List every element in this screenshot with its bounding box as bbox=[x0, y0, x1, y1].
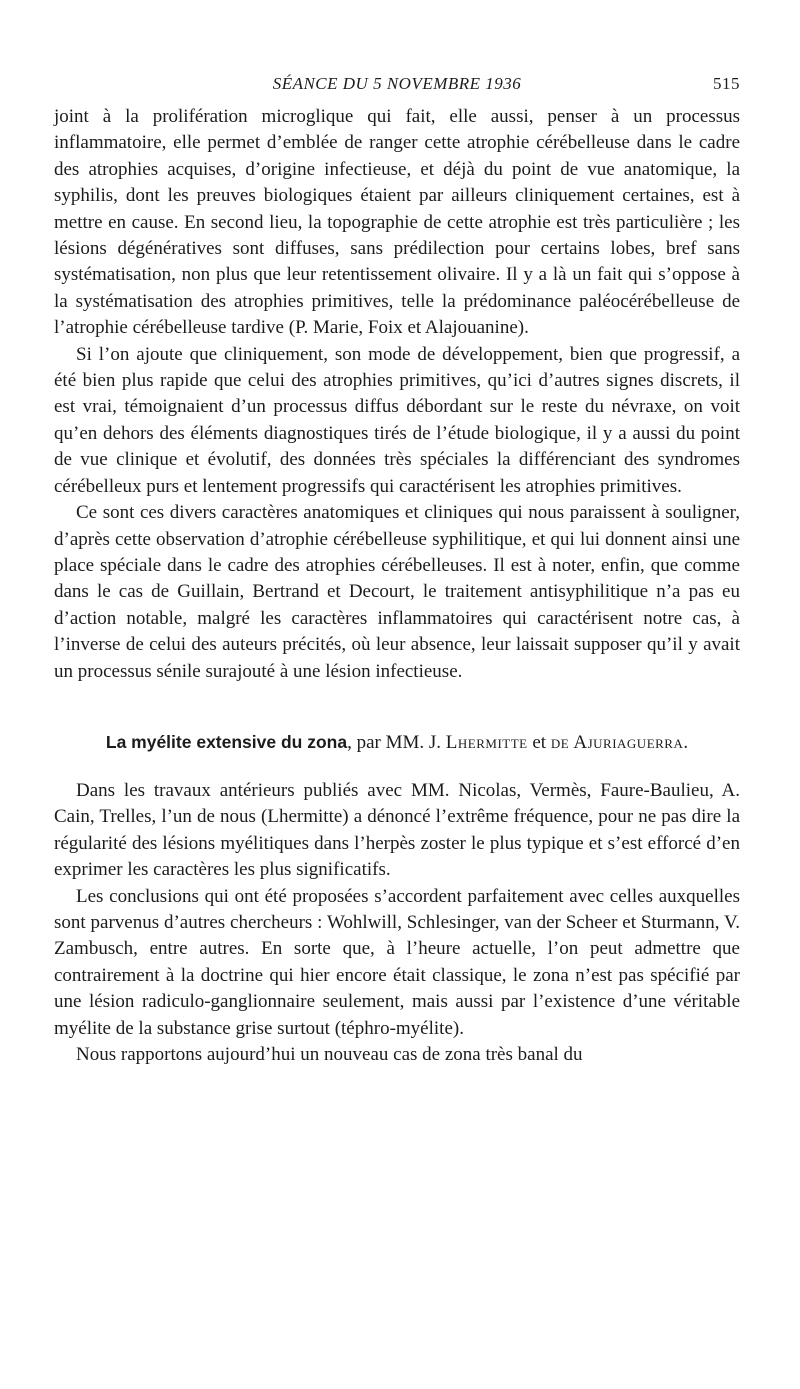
running-title: SÉANCE DU 5 NOVEMBRE 1936 bbox=[272, 74, 522, 93]
section-heading bbox=[54, 729, 740, 756]
section-byline: , par MM. J. bbox=[347, 731, 446, 753]
paragraph-new-case: Nous rapportons aujourd’hui un nouveau cas de zona très banal du bbox=[76, 1044, 583, 1065]
document-page bbox=[54, 68, 740, 1068]
author-lhermitte: Lhermitte bbox=[445, 731, 528, 753]
paragraph-conclusions: Les conclusions qui ont été proposées s’accordent parfaitement avec celles auxquelles sont parvenus d’autres chercheurs : Wohlwill, Schlesinger, van der Scheer et Sturmann, V. Zambusch, entre autres. En sorte que, à l’heure actuelle, l’on peut admettre que contrairement à la doctrine qui hier encore était classique, le zona n’est pas spécifié par une lésion radiculo-ganglionnaire seulement, mais aussi par l’existence d’une véritable myélite de la substance grise surtout (téphro-myélite). bbox=[54, 885, 740, 1039]
page-number: 515 bbox=[713, 74, 740, 93]
running-header bbox=[54, 68, 740, 94]
section-end-period: . bbox=[683, 731, 689, 753]
author-ajuriaguerra: de Ajuriaguerra bbox=[550, 731, 684, 753]
paragraph-conclusion: Ce sont ces divers caractères anatomiques et cliniques qui nous paraissent à souligner, d’après cette observation d’atrophie cérébelleuse syphilitique, et qui lui donnent ainsi une place spéciale dans le cadre des atrophies cérébelleuses. Il est à noter, enfin, que comme dans le cas de Guillain, Bertrand et Decourt, le traitement antisyphilitique n’a pas eu d’action notable, malgré les caractères inflammatoires qui caractérisent notre cas, à l’inverse de celui des auteurs précités, où leur absence, leur laissait supposer qu’il y avait un processus sénile surajouté à une lésion infectieuse. bbox=[54, 502, 740, 682]
paragraph-continuation: joint à la prolifération microglique qui fait, elle aussi, penser à un processus inflammatoire, elle permet d’emblée de ranger cette atrophie cérébelleuse dans le cadre des atrophies acquises, d’origine infectieuse, et déjà du point de vue anatomique, la syphilis, dont les preuves biologiques étaient par ailleurs cliniquement certaines, est à mettre en cause. En second lieu, la topographie de cette atrophie est très particulière ; les lésions dégénératives sont diffuses, sans prédilection pour certains lobes, bref sans systématisation, non plus que leur retentissement olivaire. Il y a là un fait qui s’oppose à la systématisation des atrophies primitives, telle la prédominance paléocérébelleuse de l’atrophie cérébelleuse tardive (P. Marie, Foix et Alajouanine). bbox=[54, 106, 740, 339]
section-title: La myélite extensive du zona bbox=[105, 731, 348, 752]
section-body-text bbox=[54, 778, 740, 1068]
body-text bbox=[54, 104, 740, 685]
author-conjunction: et bbox=[527, 731, 551, 753]
paragraph-clinical: Si l’on ajoute que cliniquement, son mode de développement, bien que progressif, a été bien plus rapide que celui des atrophies primitives, qu’ici d’autres signes discrets, il est vrai, témoignaient d’un processus diffus débordant sur le reste du névraxe, on voit qu’en dehors des éléments diagnostiques tirés de l’étude biologique, il y a aussi du point de vue clinique et évolutif, des données très spéciales la différenciant des syndromes cérébelleux purs et lentement progressifs qui caractérisent les atrophies primitives. bbox=[54, 343, 740, 497]
paragraph-previous-work: Dans les travaux antérieurs publiés avec MM. Nicolas, Vermès, Faure-Baulieu, A. Cain, Trelles, l’un de nous (Lhermitte) a dénoncé l’extrême fréquence, pour ne pas dire la régularité des lésions myélitiques dans l’herpès zoster le plus typique et s’est efforcé d’en exprimer les caractères les plus significatifs. bbox=[54, 779, 740, 881]
